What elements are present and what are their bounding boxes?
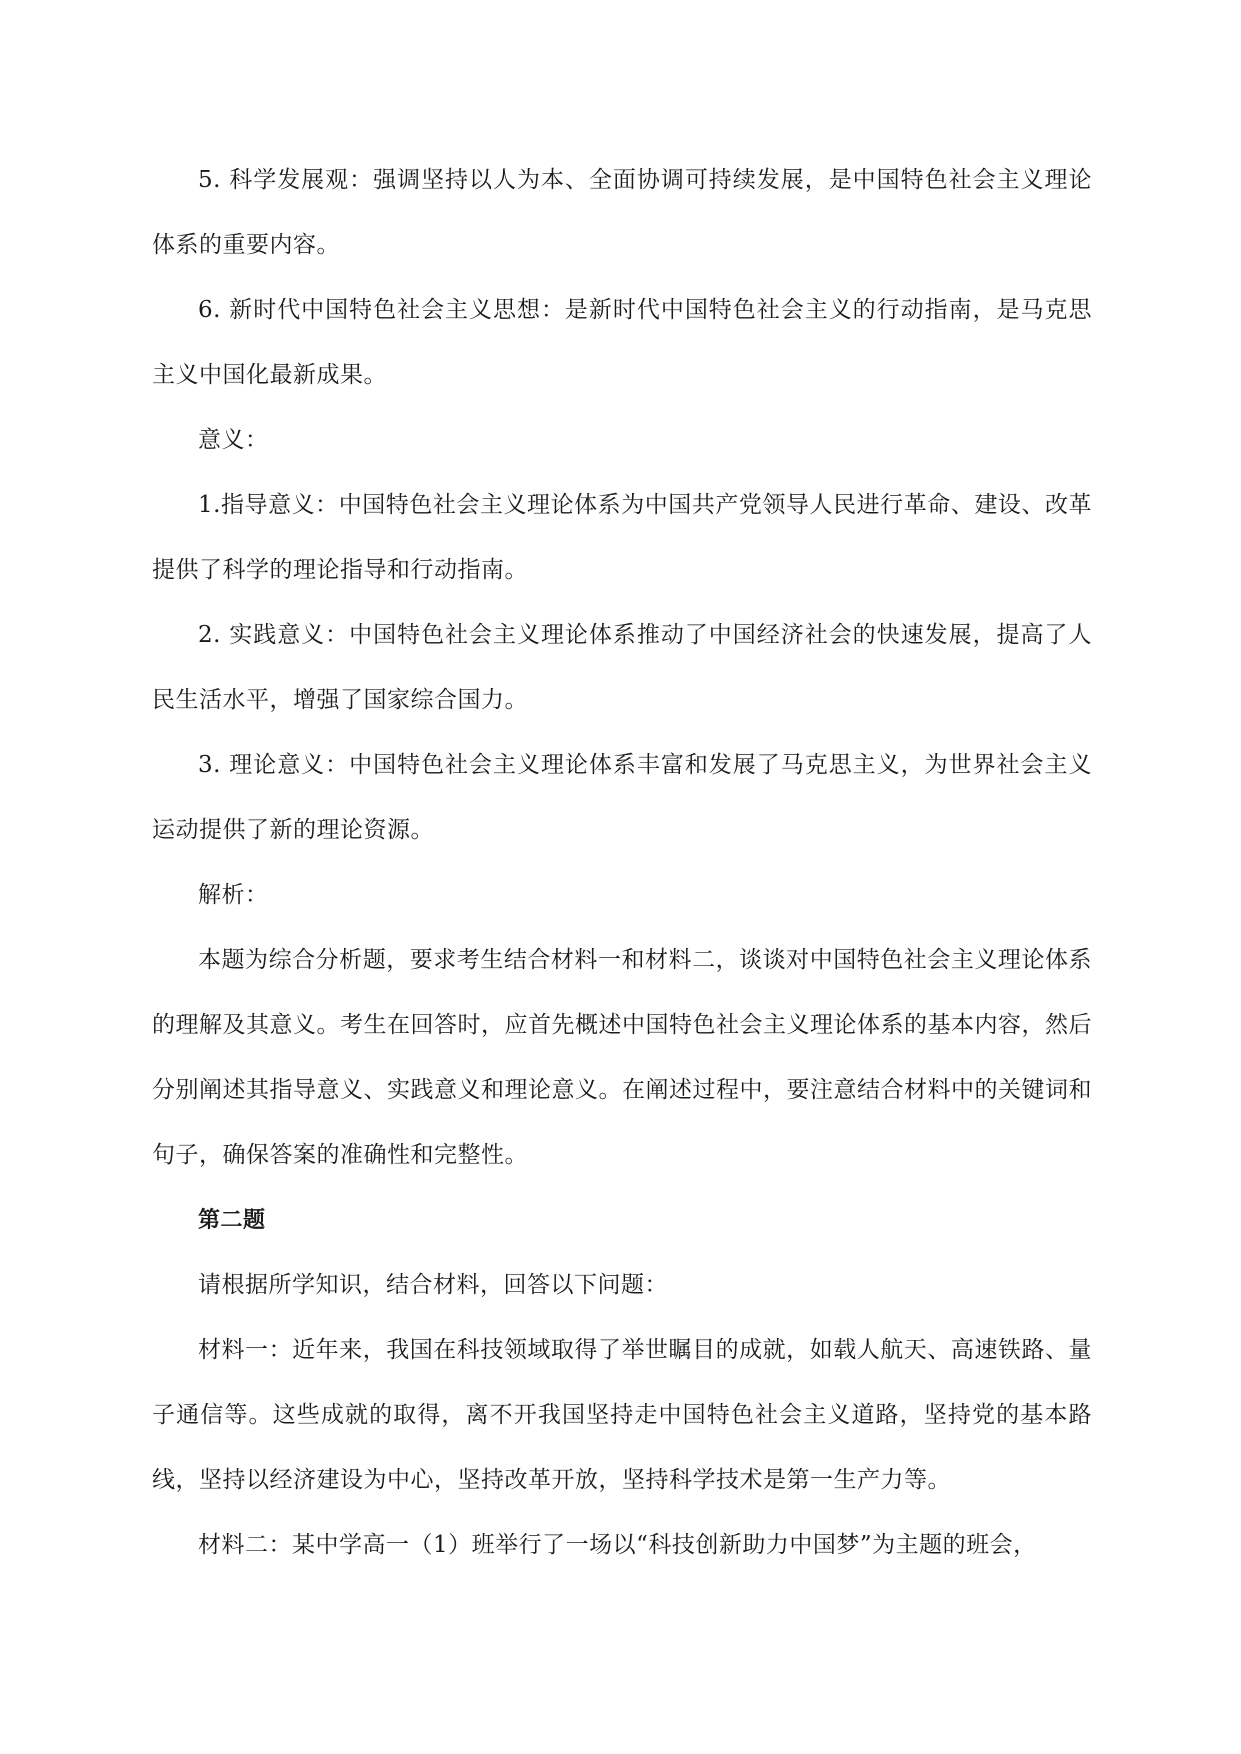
paragraph-question-intro: 请根据所学知识，结合材料，回答以下问题： [198, 1272, 668, 1298]
label-significance: 意义： [198, 427, 269, 453]
paragraph-theoretical-significance: 3. 理论意义：中国特色社会主义理论体系丰富和发展了马克思主义，为世界社会主义运动提供了新的理论资源。 [152, 752, 1092, 843]
section-heading-question-2: 第二题 [198, 1208, 266, 1233]
paragraph-material-1: 材料一：近年来，我国在科技领域取得了举世瞩目的成就，如载人航天、高速铁路、量子通信等。这些成就的取得，离不开我国坚持走中国特色社会主义道路，坚持党的基本路线，坚持以经济建设为中心，坚持改革开放，坚持科学技术是第一生产力等。 [152, 1337, 1092, 1493]
paragraph-new-era-thought: 6. 新时代中国特色社会主义思想：是新时代中国特色社会主义的行动指南，是马克思主义中国化最新成果。 [152, 297, 1092, 388]
paragraph-analysis-body: 本题为综合分析题，要求考生结合材料一和材料二，谈谈对中国特色社会主义理论体系的理解及其意义。考生在回答时，应首先概述中国特色社会主义理论体系的基本内容，然后分别阐述其指导意义、实践意义和理论意义。在阐述过程中，要注意结合材料中的关键词和句子，确保答案的准确性和完整性。 [152, 947, 1092, 1168]
document-body [152, 148, 1092, 1578]
paragraph-scientific-outlook: 5. 科学发展观：强调坚持以人为本、全面协调可持续发展，是中国特色社会主义理论体系的重要内容。 [152, 167, 1092, 258]
label-analysis: 解析： [198, 882, 269, 908]
paragraph-practical-significance: 2. 实践意义：中国特色社会主义理论体系推动了中国经济社会的快速发展，提高了人民生活水平，增强了国家综合国力。 [152, 622, 1092, 713]
paragraph-guiding-significance: 1.指导意义：中国特色社会主义理论体系为中国共产党领导人民进行革命、建设、改革提供了科学的理论指导和行动指南。 [152, 492, 1092, 583]
paragraph-material-2: 材料二：某中学高一（1）班举行了一场以“科技创新助力中国梦”为主题的班会， [198, 1532, 1037, 1558]
